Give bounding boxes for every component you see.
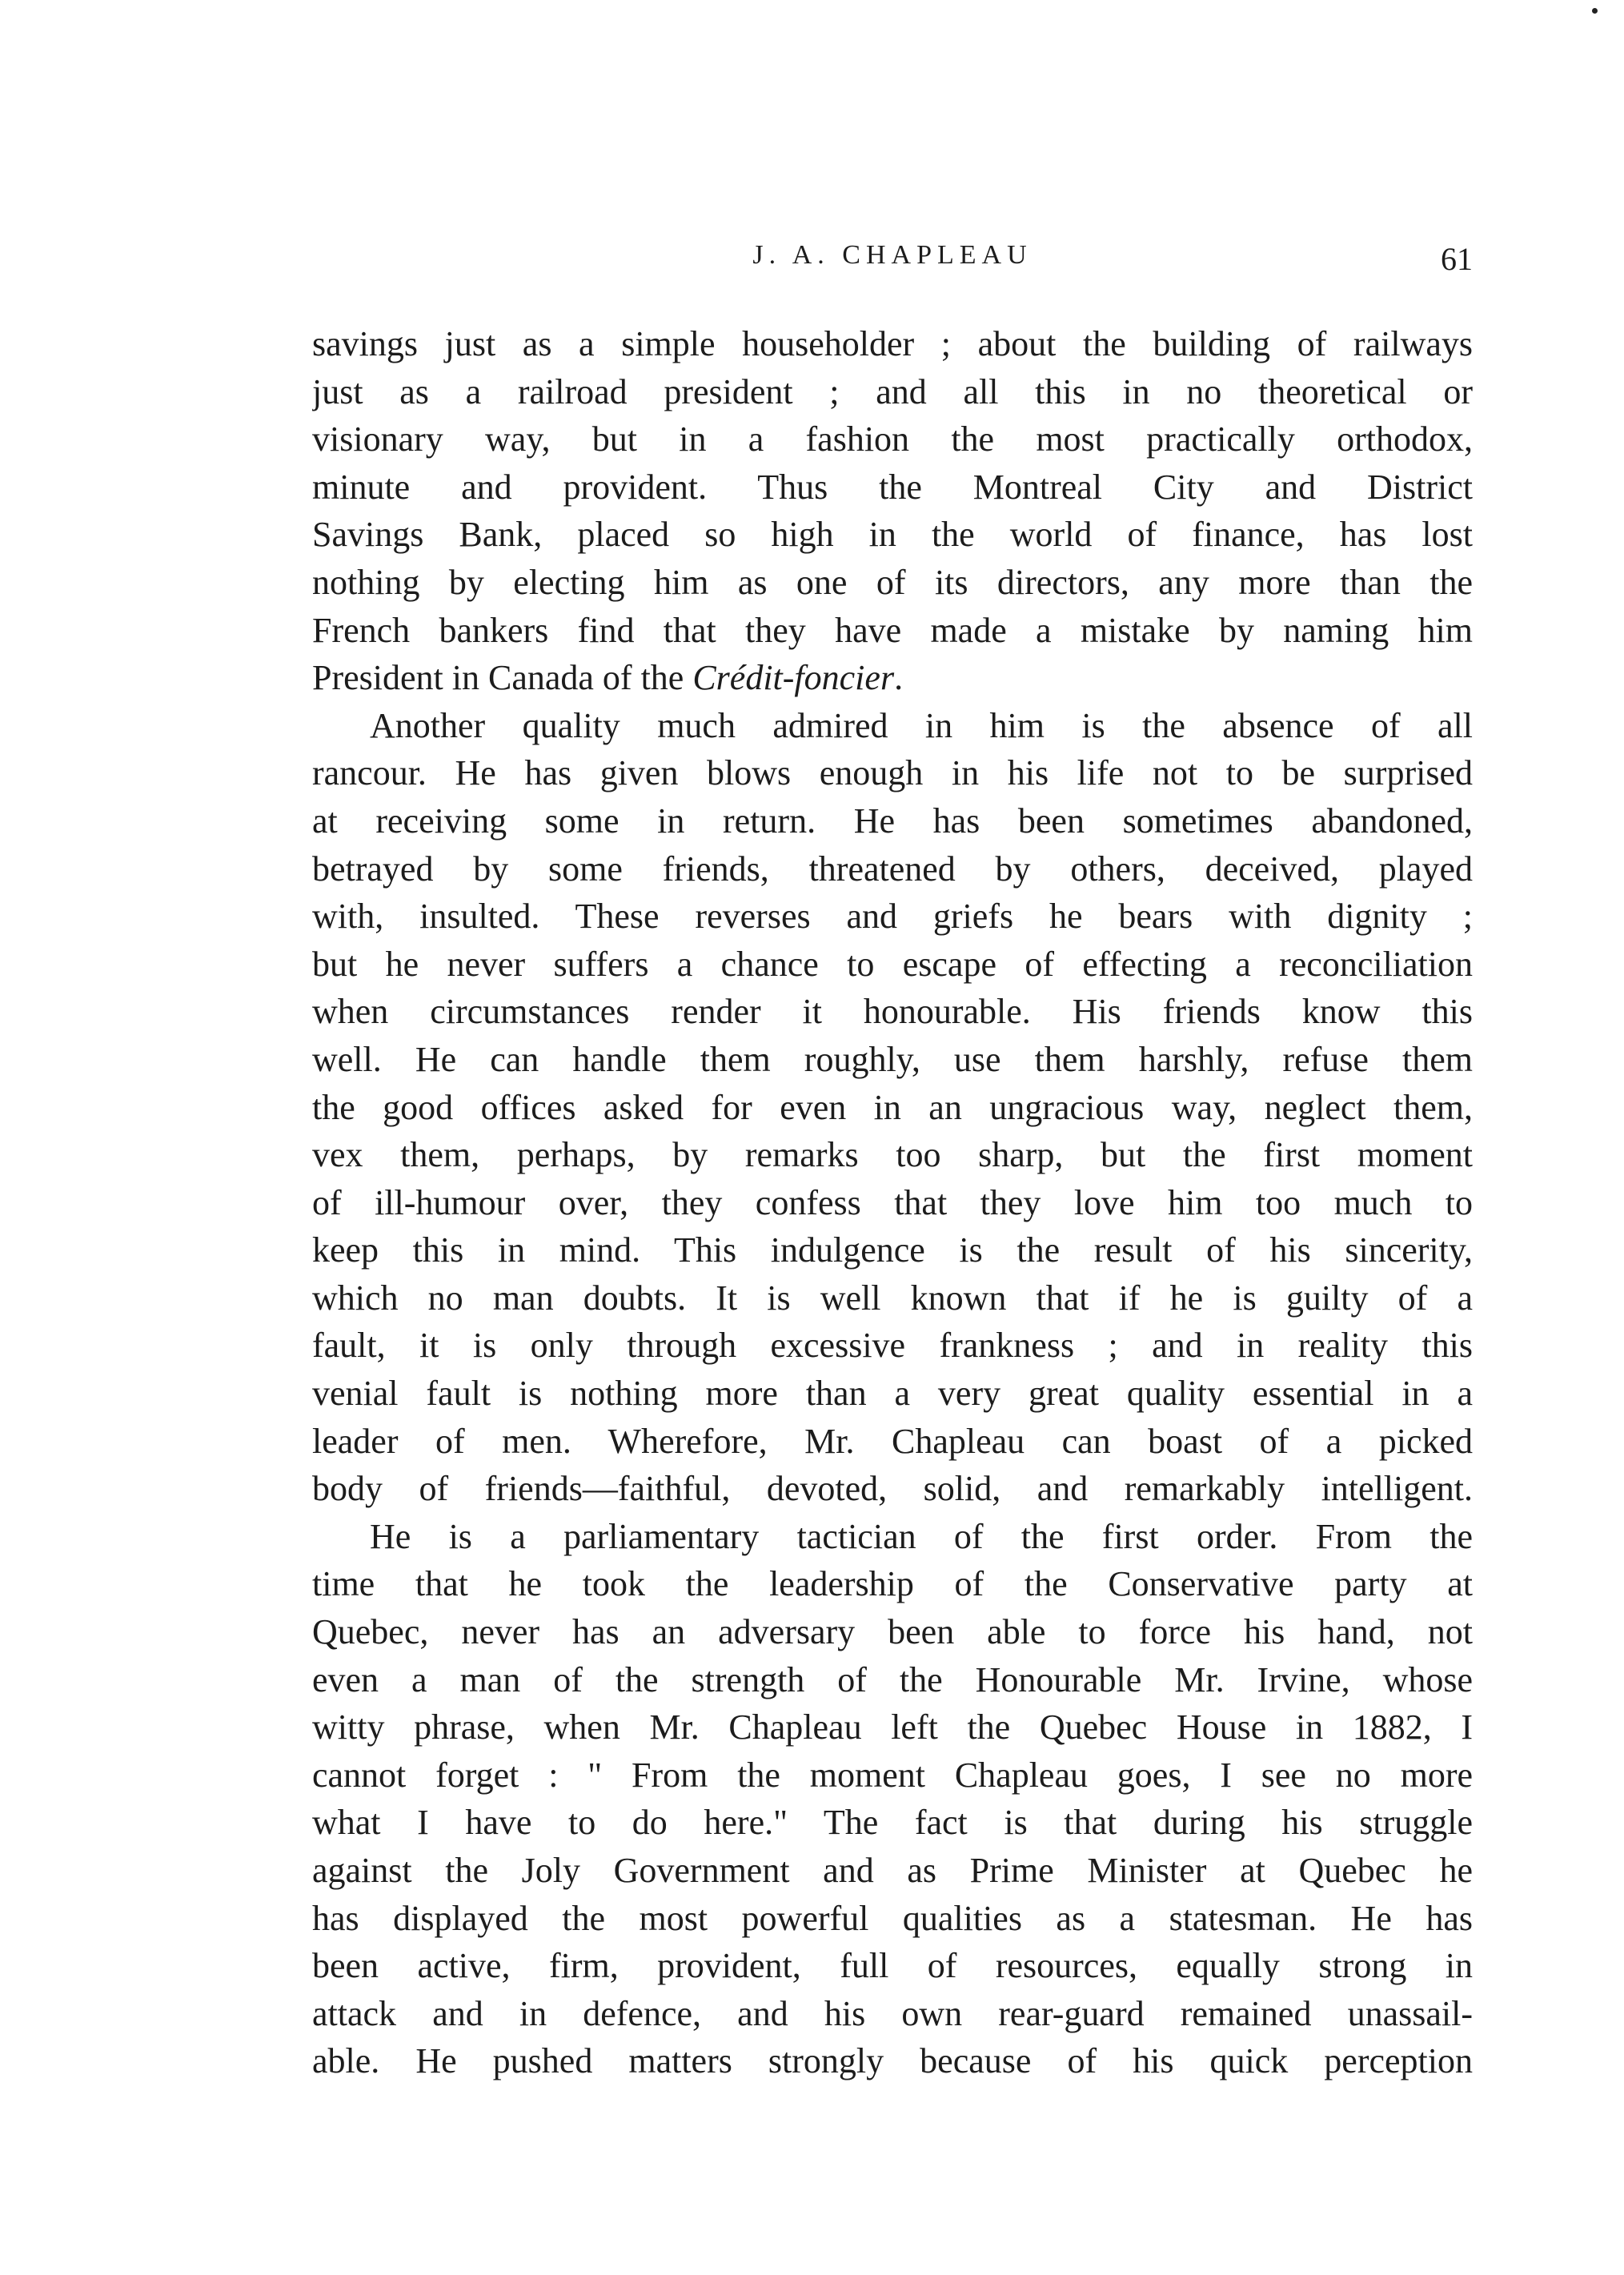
line-text-segment: President in Canada of the (312, 658, 693, 698)
running-title: J. A. CHAPLEAU (752, 240, 1033, 270)
text-line: savings just as a simple householder ; about the building of railways (312, 324, 1473, 363)
text-line: what I have to do here." The fact is that during his struggle (312, 1803, 1473, 1843)
text-line: minute and provident. Thus the Montreal City and District (312, 467, 1473, 507)
text-line: venial fault is nothing more than a very great quality essential in a (312, 1374, 1473, 1414)
text-line: nothing by electing him as one of its directors, any more than the (312, 562, 1473, 602)
text-line: but he never suffers a chance to escape of effecting a reconciliation (312, 944, 1473, 984)
text-line: vex them, perhaps, by remarks too sharp, but the first moment (312, 1135, 1473, 1175)
text-line: against the Joly Government and as Prime Minister at Quebec he (312, 1851, 1473, 1890)
body-text (312, 320, 1473, 2085)
text-line: at receiving some in return. He has been sometimes abandoned, (312, 800, 1473, 841)
text-line: Savings Bank, placed so high in the world of finance, has lost (312, 515, 1473, 555)
text-line: leader of men. Wherefore, Mr. Chapleau can boast of a picked (312, 1421, 1473, 1461)
text-line: fault, it is only through excessive frankness ; and in reality this (312, 1326, 1473, 1366)
text-line: which no man doubts. It is well known that if he is guilty of a (312, 1278, 1473, 1318)
text-line: even a man of the strength of the Honourable Mr. Irvine, whose (312, 1659, 1473, 1699)
text-line: betrayed by some friends, threatened by others, deceived, played (312, 849, 1473, 889)
paragraph-start-line: Another quality much admired in him is the absence of all (370, 705, 1473, 745)
text-line: been active, firm, provident, full of resources, equally strong in (312, 1946, 1473, 1986)
text-line: with, insulted. These reverses and griefs he bears with dignity ; (312, 897, 1473, 937)
text-line-with-italic (312, 654, 1473, 702)
italic-term: Crédit-foncier (692, 658, 895, 698)
text-line: Quebec, never has an adversary been able to force his hand, not (312, 1612, 1473, 1652)
text-line: rancour. He has given blows enough in his life not to be surprised (312, 753, 1473, 793)
text-line: of ill-humour over, they confess that they love him too much to (312, 1182, 1473, 1222)
page-corner-dot (1592, 8, 1598, 14)
text-line: witty phrase, when Mr. Chapleau left the Quebec House in 1882, I (312, 1707, 1473, 1747)
text-line: able. He pushed matters strongly because of his quick perception (312, 2041, 1473, 2081)
text-line: keep this in mind. This indulgence is the result of his sincerity, (312, 1230, 1473, 1270)
text-line: just as a railroad president ; and all this in no theoretical or (312, 371, 1473, 411)
running-head (312, 240, 1473, 288)
text-line: the good offices asked for even in an ungracious way, neglect them, (312, 1087, 1473, 1127)
text-line: has displayed the most powerful qualities as a statesman. He has (312, 1898, 1473, 1938)
text-line: attack and in defence, and his own rear-guard remained unassail- (312, 1993, 1473, 2033)
text-line: visionary way, but in a fashion the most practically orthodox, (312, 419, 1473, 459)
page-number: 61 (1441, 241, 1473, 277)
text-line: when circumstances render it honourable. His friends know this (312, 992, 1473, 1032)
text-line: well. He can handle them roughly, use them harshly, refuse them (312, 1039, 1473, 1079)
text-line: body of friends—faithful, devoted, solid, and remarkably intelligent. (312, 1469, 1473, 1509)
text-line: time that he took the leadership of the Conservative party at (312, 1564, 1473, 1604)
paragraph-start-line: He is a parliamentary tactician of the first order. From the (370, 1516, 1473, 1556)
text-line: cannot forget : " From the moment Chapleau goes, I see no more (312, 1755, 1473, 1795)
text-line: French bankers find that they have made a mistake by naming him (312, 610, 1473, 650)
line-text-segment: . (894, 658, 904, 698)
